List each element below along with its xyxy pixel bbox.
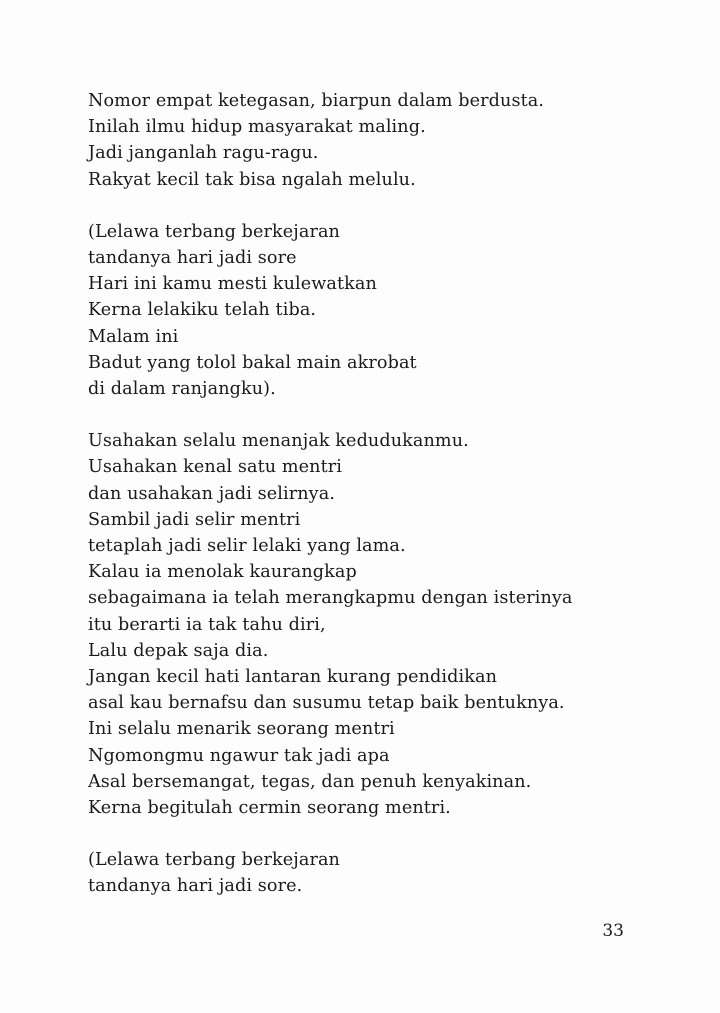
page-number: 33 <box>602 921 624 941</box>
poem-line: Kalau ia menolak kaurangkap <box>88 562 357 583</box>
poem-line: Nomor empat ketegasan, biarpun dalam berdusta. <box>88 91 545 111</box>
poem-line: (Lelawa terbang berkejaran <box>88 221 340 242</box>
poem-line: Hari ini kamu mesti kulewatkan <box>88 274 377 295</box>
stanza-1 <box>88 88 648 193</box>
stanza-4 <box>88 847 648 899</box>
poem-line: dan usahakan jadi selirnya. <box>88 483 336 504</box>
poem-line: Usahakan kenal satu mentri <box>88 457 342 478</box>
stanza-3 <box>88 428 648 821</box>
poem-line: Rakyat kecil tak bisa ngalah melulu. <box>88 169 416 190</box>
poem-line: Ngomongmu ngawur tak jadi apa <box>88 745 390 766</box>
poem-line: Kerna begitulah cermin seorang mentri. <box>88 798 451 819</box>
poem-line: Ini selalu menarik seorang mentri <box>88 719 395 740</box>
poem-line: Sambil jadi selir mentri <box>88 509 301 530</box>
poem-line: asal kau bernafsu dan susumu tetap baik bentuknya. <box>88 693 565 714</box>
poem-line: Asal bersemangat, tegas, dan penuh kenyakinan. <box>88 771 532 792</box>
poem-line: tandanya hari jadi sore <box>88 248 297 269</box>
poem-line: Jangan kecil hati lantaran kurang pendidikan <box>88 667 498 688</box>
poem-line: Malam ini <box>88 326 179 347</box>
poem-line: itu berarti ia tak tahu diri, <box>88 614 326 635</box>
poem-line: tetaplah jadi selir lelaki yang lama. <box>88 536 406 557</box>
stanza-2 <box>88 219 648 402</box>
poem-body <box>88 88 648 926</box>
poem-line: Usahakan selalu menanjak kedudukanmu. <box>88 431 469 452</box>
poem-line: Badut yang tolol bakal main akrobat <box>88 352 417 373</box>
poem-line: Jadi janganlah ragu-ragu. <box>88 143 319 164</box>
poem-line: Kerna lelakiku telah tiba. <box>88 300 317 321</box>
poem-line: Lalu depak saja dia. <box>88 640 269 661</box>
poem-line: di dalam ranjangku). <box>88 379 276 400</box>
poem-line: tandanya hari jadi sore. <box>88 876 303 897</box>
poem-line: (Lelawa terbang berkejaran <box>88 850 340 871</box>
poem-line: sebagaimana ia telah merangkapmu dengan isterinya <box>88 588 573 609</box>
poem-line: Inilah ilmu hidup masyarakat maling. <box>88 117 426 138</box>
